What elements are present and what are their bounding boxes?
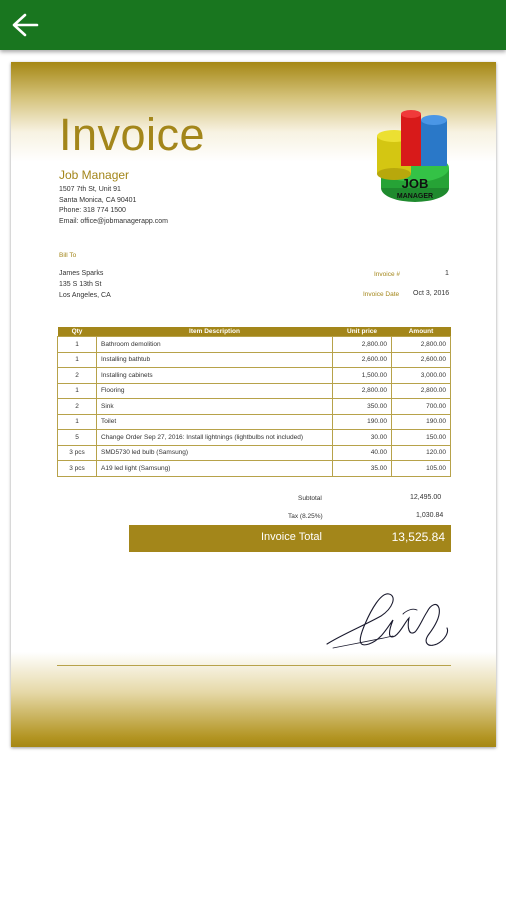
item-qty: 5 [58,430,97,446]
item-amount: 105.00 [392,461,451,477]
item-unit-price: 40.00 [333,445,392,461]
item-qty: 1 [58,337,97,353]
subtotal-value: 12,495.00 [410,494,442,501]
tax-value: 1,030.84 [416,512,444,519]
tax-label: Tax (8.25%) [288,513,323,520]
table-row [58,430,451,446]
bill-to-label: Bill To [59,252,77,259]
signature [323,590,451,652]
item-amount: 120.00 [392,445,451,461]
item-description: A19 led light (Samsung) [97,461,333,477]
item-description: Installing bathtub [97,352,333,368]
table-row [58,461,451,477]
company-address: 1507 7th St, Unit 91 Santa Monica, CA 90401 Phone: 318 774 1500 Email: office@jobmanagerapp.com [59,186,168,225]
item-amount: 2,600.00 [392,352,451,368]
amount-header: Amount [392,327,451,337]
item-qty: 1 [58,383,97,399]
item-amount: 2,800.00 [392,337,451,353]
item-unit-price: 2,800.00 [333,337,392,353]
invoice-total-label: Invoice Total [261,531,322,543]
item-description: Bathroom demolition [97,337,333,353]
svg-text:JOB: JOB [401,176,429,191]
item-unit-price: 2,800.00 [333,383,392,399]
job-manager-logo [371,110,455,210]
item-amount: 150.00 [392,430,451,446]
invoice-total-bar [129,525,451,552]
table-row [58,352,451,368]
app-bar [0,0,506,50]
footer-divider [57,665,451,666]
item-qty: 2 [58,368,97,384]
item-description: Toilet [97,414,333,430]
item-unit-price: 190.00 [333,414,392,430]
client-address: James Sparks 135 S 13th St Los Angeles, CA [59,270,111,299]
item-amount: 700.00 [392,399,451,415]
item-description: Change Order Sep 27, 2016: Install lightnings (lightbulbs not included) [97,430,333,446]
invoice-total-value: 13,525.84 [391,530,445,544]
invoice-date: Oct 3, 2016 [413,290,450,297]
item-description: Flooring [97,383,333,399]
item-unit-price: 35.00 [333,461,392,477]
invoice-number-label: Invoice # [374,271,401,278]
item-qty: 1 [58,414,97,430]
item-description: Installing cabinets [97,368,333,384]
company-name: Job Manager [59,168,130,182]
invoice-date-label: Invoice Date [363,291,400,298]
item-qty: 3 pcs [58,461,97,477]
back-arrow-icon[interactable] [10,11,40,39]
unit-price-header: Unit price [333,327,392,337]
svg-text:MANAGER: MANAGER [396,193,434,200]
item-qty: 1 [58,352,97,368]
invoice-number: 1 [445,270,449,277]
item-description: Sink [97,399,333,415]
item-qty: 3 pcs [58,445,97,461]
table-row [58,399,451,415]
table-row [58,337,451,353]
item-qty: 2 [58,399,97,415]
item-unit-price: 1,500.00 [333,368,392,384]
invoice-document [11,62,496,747]
item-amount: 190.00 [392,414,451,430]
item-description: SMD5730 led bulb (Samsung) [97,445,333,461]
table-header-row [58,327,451,337]
item-amount: 3,000.00 [392,368,451,384]
table-row [58,445,451,461]
item-unit-price: 2,600.00 [333,352,392,368]
invoice-title: Invoice [59,109,206,160]
qty-header: Qty [58,327,97,337]
item-amount: 2,800.00 [392,383,451,399]
subtotal-label: Subtotal [298,495,322,502]
table-row [58,368,451,384]
line-items-table [57,327,451,477]
description-header: Item Description [97,327,333,337]
table-row [58,414,451,430]
item-unit-price: 350.00 [333,399,392,415]
item-unit-price: 30.00 [333,430,392,446]
table-row [58,383,451,399]
